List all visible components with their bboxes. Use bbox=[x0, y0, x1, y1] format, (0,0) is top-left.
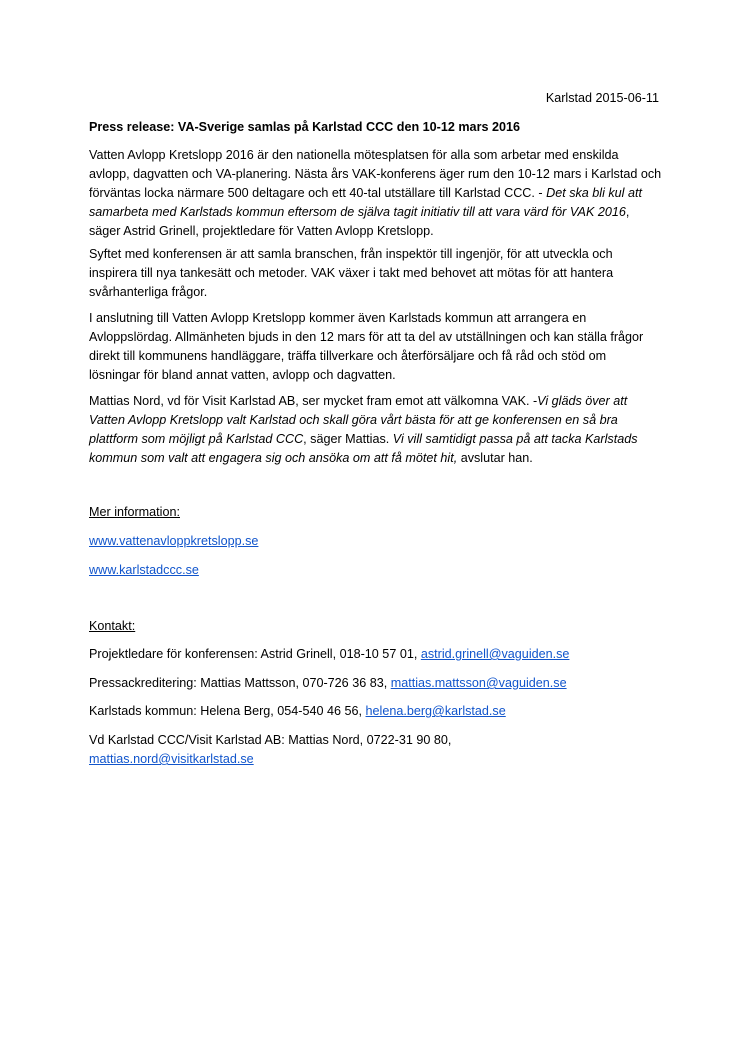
paragraph-line bbox=[89, 411, 659, 430]
more-info-link-row bbox=[89, 532, 659, 551]
text-run: Mattias Nord, vd för Visit Karlstad AB, ser mycket fram emot att välkomna VAK. - bbox=[89, 394, 538, 408]
contact-row-projektledare bbox=[89, 645, 659, 664]
text-run: , säger Mattias. bbox=[303, 432, 393, 446]
paragraph-line: svårhanterliga frågor. bbox=[89, 285, 208, 299]
paragraph-line: inspirera till nya tankesätt och metoder. VAK växer i takt med behovet att mötas för att hantera bbox=[89, 266, 614, 280]
contact-line: Vd Karlstad CCC/Visit Karlstad AB: Mattias Nord, 0722-31 90 80, bbox=[89, 733, 452, 747]
paragraph-line bbox=[89, 449, 659, 468]
paragraph-line bbox=[89, 392, 659, 411]
paragraph-line: I anslutning till Vatten Avlopp Kretslopp kommer även Karlstads kommun att arrangera en bbox=[89, 311, 587, 325]
quote-run: Vi vill samtidigt passa på att tacka Karlstads bbox=[392, 432, 638, 446]
paragraph-line: säger Astrid Grinell, projektledare för Vatten Avlopp Kretslopp. bbox=[89, 224, 434, 238]
contact-line bbox=[89, 645, 659, 664]
press-release-title: Press release: VA-Sverige samlas på Karlstad CCC den 10-12 mars 2016 bbox=[89, 120, 520, 134]
paragraph-intro bbox=[89, 146, 662, 241]
paragraph-line: direkt till kommunens handläggare, träffa tillverkare och återförsäljare och få råd och stöd om bbox=[89, 349, 607, 363]
more-info-link-row bbox=[89, 561, 659, 580]
email-link-mattias-nord[interactable]: mattias.nord@visitkarlstad.se bbox=[89, 752, 254, 766]
quote-run: Det ska bli kul att bbox=[546, 186, 642, 200]
contact-line bbox=[89, 674, 659, 693]
paragraph-avloppslordag bbox=[89, 309, 659, 385]
contact-line bbox=[89, 702, 659, 721]
document-date: Karlstad 2015-06-11 bbox=[545, 91, 659, 105]
contact-text: Pressackreditering: Mattias Mattsson, 070-726 36 83, bbox=[89, 676, 391, 690]
section-heading: Kontakt: bbox=[89, 619, 136, 633]
quote-run: samarbeta med Karlstads kommun eftersom de själva tagit initiativ till att vara värd för VAK 2016 bbox=[89, 205, 626, 219]
email-link-mattias-mattsson[interactable]: mattias.mattsson@vaguiden.se bbox=[390, 676, 567, 690]
link-vattenavloppkretslopp[interactable]: www.vattenavloppkretslopp.se bbox=[89, 534, 259, 548]
paragraph-line: Vatten Avlopp Kretslopp 2016 är den nationella mötesplatsen för alla som arbetar med enskilda bbox=[89, 148, 619, 162]
text-run: avslutar han. bbox=[457, 451, 533, 465]
contact-row-press bbox=[89, 674, 659, 693]
contact-heading bbox=[89, 617, 659, 636]
link-karlstadccc[interactable]: www.karlstadccc.se bbox=[89, 563, 199, 577]
paragraph-line: lösningar för bland annat vatten, avlopp och dagvatten. bbox=[89, 368, 396, 382]
contact-text: Projektledare för konferensen: Astrid Grinell, 018-10 57 01, bbox=[89, 647, 421, 661]
paragraph-line bbox=[89, 184, 659, 203]
more-info-heading bbox=[89, 503, 659, 522]
paragraph-line: Syftet med konferensen är att samla branschen, från inspektör till ingenjör, för att utveckla och bbox=[89, 247, 613, 261]
paragraph-line: Avloppslördag. Allmänheten bjuds in den 12 mars för att ta del av utställningen och kan ställa frågor bbox=[89, 330, 644, 344]
quote-run: plattform som möjligt på Karlstad CCC bbox=[89, 432, 304, 446]
paragraph-line: avlopp, dagvatten och VA-planering. Nästa års VAK-konferens äger rum den 10-12 mars i Karlstad och bbox=[89, 167, 662, 181]
quote-run: kommun som valt att engagera sig och ansöka om att få mötet hit, bbox=[89, 451, 458, 465]
paragraph-line bbox=[89, 203, 659, 222]
email-link-helena[interactable]: helena.berg@karlstad.se bbox=[365, 704, 506, 718]
email-link-astrid[interactable]: astrid.grinell@vaguiden.se bbox=[420, 647, 570, 661]
contact-row-vd bbox=[89, 731, 659, 769]
contact-text: Karlstads kommun: Helena Berg, 054-540 46 56, bbox=[89, 704, 366, 718]
section-heading: Mer information: bbox=[89, 505, 180, 519]
quote-run: Vi gläds över att bbox=[537, 394, 628, 408]
contact-row-kommun bbox=[89, 702, 659, 721]
paragraph-quote-nord bbox=[89, 392, 659, 468]
text-run: , bbox=[625, 205, 630, 219]
paragraph-line bbox=[89, 430, 659, 449]
paragraph-purpose bbox=[89, 245, 659, 302]
quote-run: Vatten Avlopp Kretslopp valt Karlstad och skall göra vårt bästa för att ge konferensen en så bra bbox=[89, 413, 618, 427]
text-run: förväntas locka närmare 500 deltagare och ett 40-tal utställare till Karlstad CCC. - bbox=[89, 186, 547, 200]
